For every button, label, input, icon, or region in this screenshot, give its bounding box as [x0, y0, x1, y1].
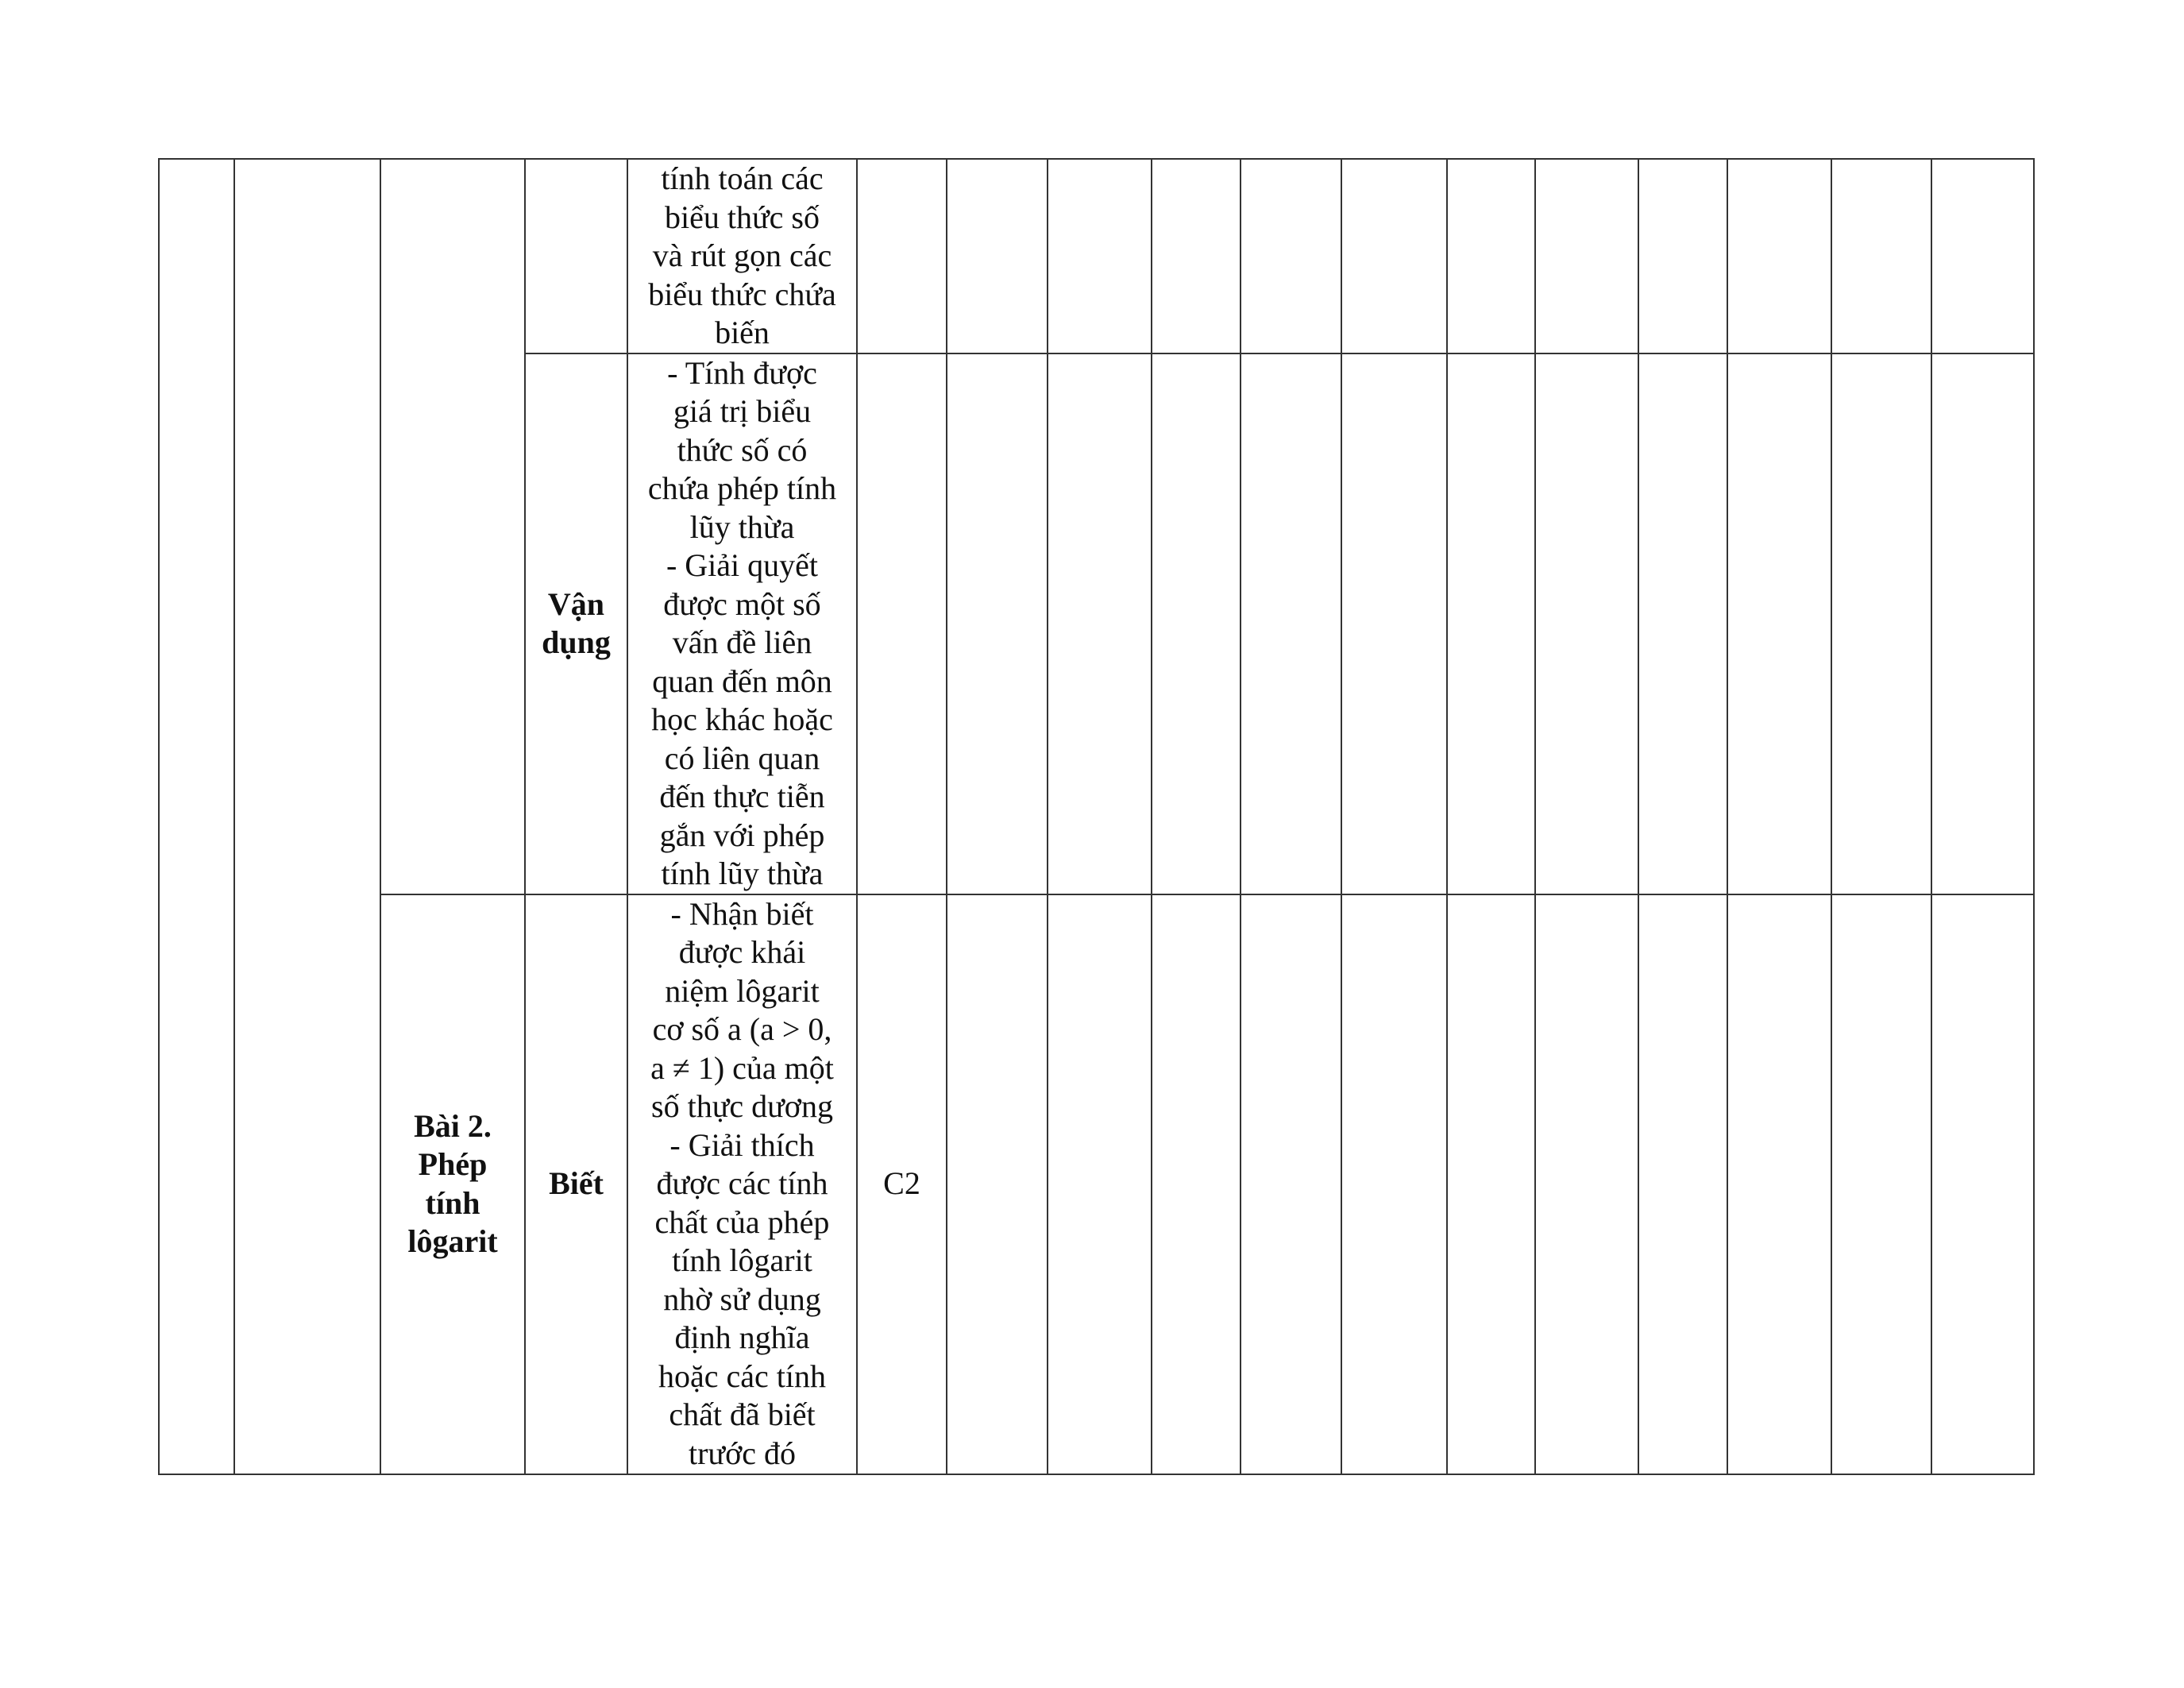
empty-cell — [1727, 353, 1831, 894]
empty-cell — [1931, 159, 2034, 353]
empty-cell — [1727, 159, 1831, 353]
stt-cell — [159, 159, 234, 1474]
question-cell — [857, 353, 947, 894]
table-row — [159, 159, 2034, 353]
empty-cell — [947, 353, 1048, 894]
empty-cell — [1535, 159, 1638, 353]
empty-cell — [1241, 353, 1341, 894]
lesson-cell: Bài 2. Phép tính lôgarit — [380, 894, 525, 1474]
empty-cell — [1241, 159, 1341, 353]
empty-cell — [1447, 353, 1535, 894]
empty-cell — [1152, 353, 1241, 894]
empty-cell — [947, 894, 1048, 1474]
empty-cell — [1831, 159, 1931, 353]
empty-cell — [1831, 894, 1931, 1474]
empty-cell — [1447, 894, 1535, 1474]
empty-cell — [1341, 159, 1447, 353]
table-row — [159, 894, 2034, 1474]
empty-cell — [947, 159, 1048, 353]
assessment-matrix-table — [158, 158, 2035, 1475]
empty-cell — [1341, 894, 1447, 1474]
empty-cell — [1931, 353, 2034, 894]
requirement-cell: - Tính được giá trị biểu thức số có chứa phép tính lũy thừa - Giải quyết được một số vấn đề liên quan đến môn học khác hoặc có liên quan đến thực tiễn gắn với phép tính lũy thừa — [627, 353, 857, 894]
empty-cell — [1638, 159, 1727, 353]
empty-cell — [1535, 353, 1638, 894]
empty-cell — [1341, 353, 1447, 894]
empty-cell — [1831, 353, 1931, 894]
question-cell: C2 — [857, 894, 947, 1474]
empty-cell — [1048, 353, 1152, 894]
chapter-cell — [234, 159, 380, 1474]
empty-cell — [1447, 159, 1535, 353]
empty-cell — [1152, 159, 1241, 353]
lesson-cell — [380, 159, 525, 894]
empty-cell — [1638, 353, 1727, 894]
requirement-cell: tính toán các biểu thức số và rút gọn các biểu thức chứa biến — [627, 159, 857, 353]
level-cell: Vận dụng — [525, 353, 627, 894]
requirement-cell: - Nhận biết được khái niệm lôgarit cơ số a (a > 0, a ≠ 1) của một số thực dương - Giải thích được các tính chất của phép tính lôgarit nhờ sử dụng định nghĩa hoặc các tính chất đã biết trước đó — [627, 894, 857, 1474]
empty-cell — [1048, 894, 1152, 1474]
question-cell — [857, 159, 947, 353]
empty-cell — [1638, 894, 1727, 1474]
empty-cell — [1727, 894, 1831, 1474]
empty-cell — [1048, 159, 1152, 353]
empty-cell — [1931, 894, 2034, 1474]
level-cell: Biết — [525, 894, 627, 1474]
empty-cell — [1241, 894, 1341, 1474]
empty-cell — [1535, 894, 1638, 1474]
empty-cell — [1152, 894, 1241, 1474]
level-cell — [525, 159, 627, 353]
